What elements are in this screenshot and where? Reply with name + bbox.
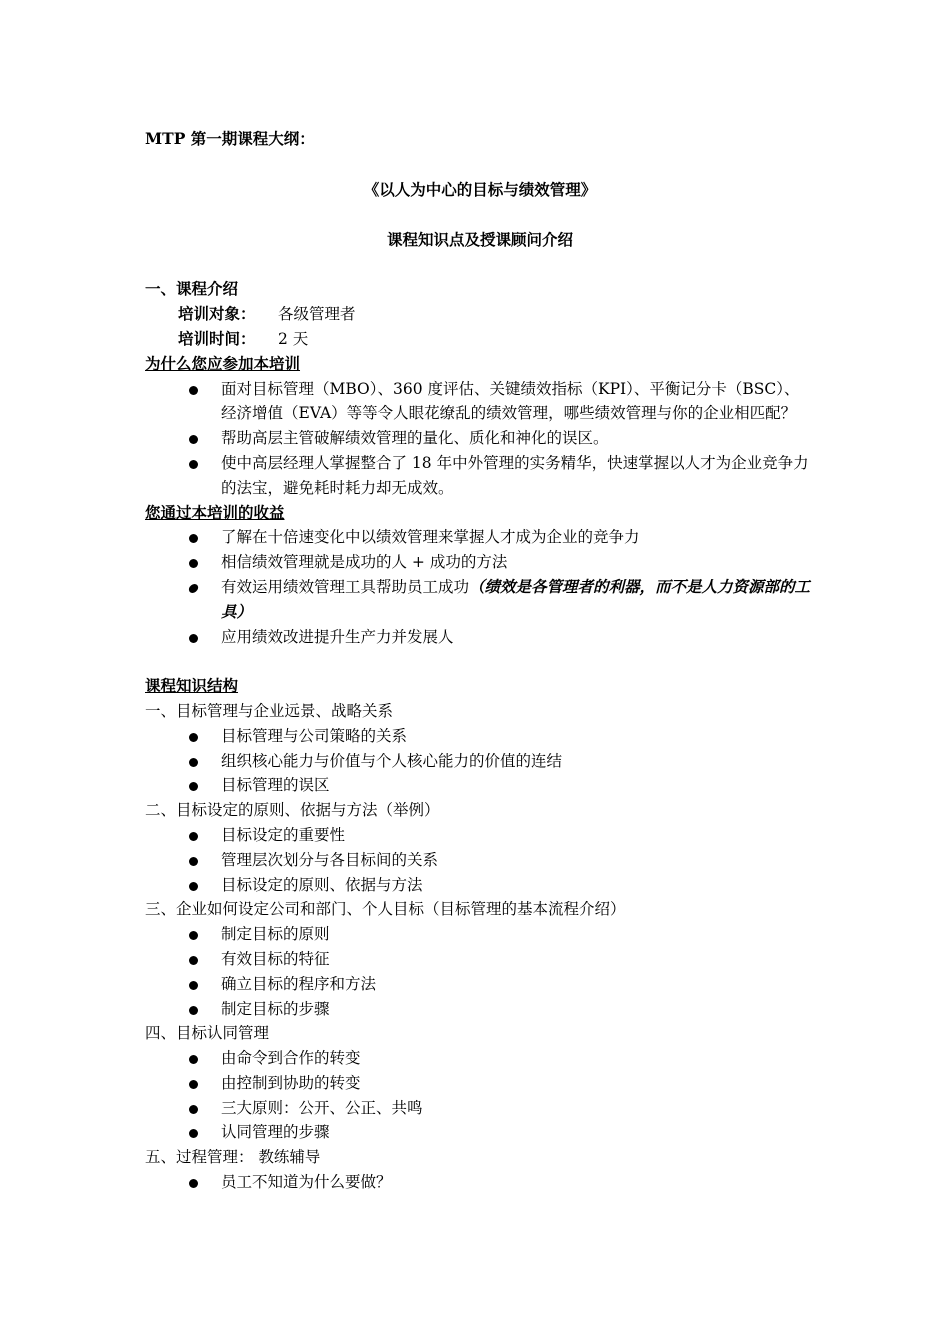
bullet-icon [189,559,198,568]
list-item-text: 面对目标管理（MBO）、360 度评估、关键绩效指标（KPI）、平衡记分卡（BSC）、经济增值（EVA）等等令人眼花缭乱的绩效管理，哪些绩效管理与你的企业相匹配？ [221,379,800,423]
structure-heading: 课程知识结构 [145,676,239,696]
list-item-text: 由命令到合作的转变 [221,1049,361,1068]
list-item-text: 了解在十倍速变化中以绩效管理来掌握人才成为企业的竞争力 [221,528,640,547]
benefit-text: 有效运用绩效管理工具帮助员工成功 [221,577,470,596]
list-item-text: 目标设定的重要性 [221,825,346,844]
list-item [145,773,815,798]
bullet-icon [189,956,198,965]
structure-part-title: 五、过程管理： 教练辅导 [145,1148,321,1167]
bullet-icon [189,634,198,643]
list-item-text: 制定目标的步骤 [221,999,330,1018]
list-item-text: 目标管理的误区 [221,776,330,795]
list-item [145,823,815,848]
bullet-icon [189,832,198,841]
list-item [145,426,815,451]
list-item-text: 三大原则：公开、公正、共鸣 [221,1098,423,1117]
list-item-text: 管理层次划分与各目标间的关系 [221,850,439,869]
bullet-icon [189,782,198,791]
list-item [145,997,815,1022]
list-item [145,525,815,550]
structure-part-title: 二、目标设定的原则、依据与方法（举例） [145,801,440,820]
list-item [145,848,815,873]
list-item [145,451,815,501]
training-target-row [145,302,815,327]
list-item [145,1046,815,1071]
why-heading: 为什么您应参加本培训 [145,353,301,373]
list-item [145,550,815,575]
course-subtitle: 课程知识点及授课顾问介绍 [386,229,573,249]
bullet-icon [189,1129,198,1138]
bullet-icon [189,386,198,395]
list-item [145,1096,815,1121]
benefits-heading: 您通过本培训的收益 [145,502,285,522]
bullet-icon [189,931,198,940]
list-item-text: 使中高层经理人掌握整合了 18 年中外管理的实务精华，快速掌握以人才为企业竞争力的法宝，避免耗时耗力却无成效。 [221,453,809,497]
bullet-icon [189,435,198,444]
bullet-icon [189,733,198,742]
list-item-text: 帮助高层主管破解绩效管理的量化、质化和神化的误区。 [221,429,609,448]
list-item [145,1071,815,1096]
structure-part-title: 四、目标认同管理 [145,1024,270,1043]
list-item [145,625,815,650]
structure-part-title: 三、企业如何设定公司和部门、个人目标（目标管理的基本流程介绍） [145,900,626,919]
list-item [145,749,815,774]
bullet-icon [189,1105,198,1114]
training-time-row [145,327,815,352]
training-time-value: 2 天 [278,329,309,348]
training-time-label: 培训时间： [178,328,256,348]
training-target-label: 培训对象： [178,304,256,324]
bullet-icon [189,981,198,990]
list-item-text: 由控制到协助的转变 [221,1073,361,1092]
list-item-text: 认同管理的步骤 [221,1123,330,1142]
emphasis-note: （绩效是各管理者的利器，而不是人力资源部的工具） [221,576,811,621]
list-item-text: 组织核心能力与价值与个人核心能力的价值的连结 [221,751,563,770]
structure-part-title: 一、目标管理与企业远景、战略关系 [145,701,394,720]
list-item [145,1120,815,1145]
bullet-icon [189,1006,198,1015]
section-heading-intro: 一、课程介绍 [145,279,239,299]
list-item-text: 相信绩效管理就是成功的人 + 成功的方法 [221,553,508,572]
document-header: MTP 第一期课程大纲： [145,129,315,148]
list-item [145,575,815,625]
list-item [145,377,815,427]
list-item-text: 目标设定的原则、依据与方法 [221,875,423,894]
list-item [145,1170,815,1195]
bullet-icon [189,857,198,866]
list-item [145,873,815,898]
list-item [145,922,815,947]
list-item-text: 目标管理与公司策略的关系 [221,726,408,745]
list-item-text: 确立目标的程序和方法 [221,974,377,993]
list-item-text: 应用绩效改进提升生产力并发展人 [221,627,454,646]
bullet-icon [189,1179,198,1188]
bullet-icon [189,882,198,891]
list-item [145,972,815,997]
bullet-icon [189,758,198,767]
list-item-text-with-emphasis [221,575,815,625]
document-body [145,127,815,1195]
training-target-value: 各级管理者 [278,305,356,324]
list-item-text: 员工不知道为什么要做？ [221,1173,392,1192]
bullet-icon [188,584,199,593]
course-title: 《以人为中心的目标与绩效管理》 [363,179,597,199]
list-item-text: 制定目标的原则 [221,925,330,944]
list-item [145,724,815,749]
bullet-icon [189,534,198,543]
list-item [145,947,815,972]
bullet-icon [189,1080,198,1089]
list-item-text: 有效目标的特征 [221,949,330,968]
bullet-icon [189,460,198,469]
bullet-icon [189,1055,198,1064]
